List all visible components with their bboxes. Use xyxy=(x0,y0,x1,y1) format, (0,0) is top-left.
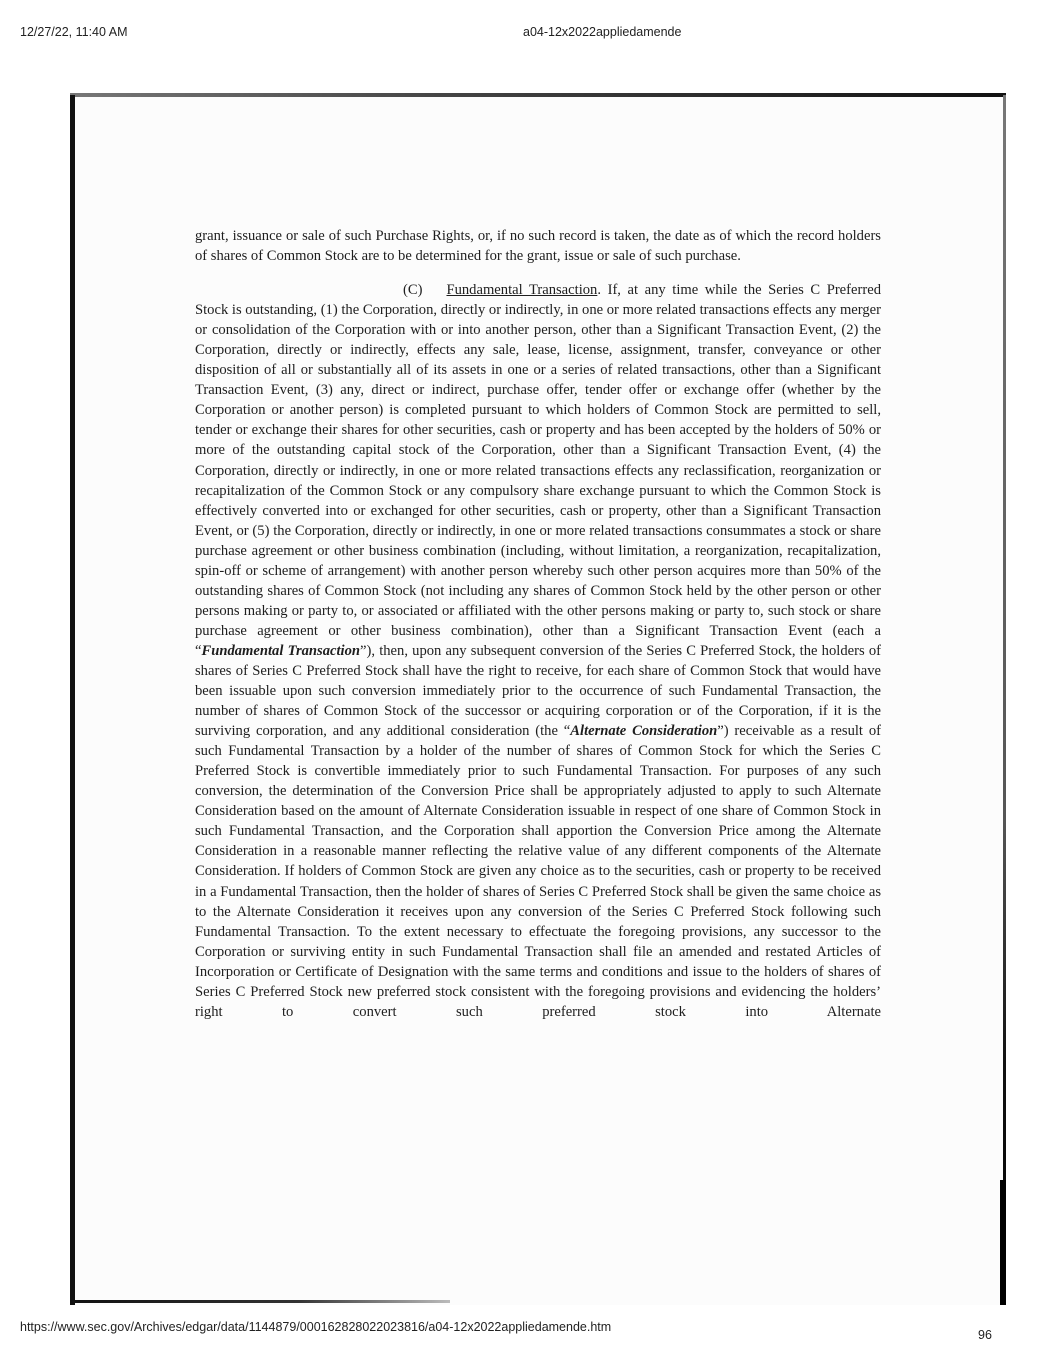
paragraph-fundamental-transaction xyxy=(195,280,881,1022)
section-body-part-1: . If, at any time while the Series C Preferred Stock is outstanding, (1) the Corporation, directly or indirectly, in one or more related transactions effects any merger or consolidation of the Corporation with or into another person, other than a Significant Transaction Event, (2) the Corporation, directly or indirectly, effects any sale, lease, license, assignment, transfer, conveyance or other disposition of all or substantially all of its assets in one or a series of related transactions, other than a Significant Transaction Event, (3) any, direct or indirect, purchase offer, tender offer or exchange offer (whether by the Corporation or another person) is completed pursuant to which holders of Common Stock are permitted to sell, tender or exchange their shares for other securities, cash or property and has been accepted by the holders of 50% or more of the outstanding capital stock of the Corporation, other than a Significant Transaction Event, (4) the Corporation, directly or indirectly, in one or more related transactions effects any reclassification, reorganization or recapitalization of the Common Stock or any compulsory share exchange pursuant to which the Common Stock is effectively converted into or exchanged for other securities, cash or property, other than a Significant Transaction Event, or (5) the Corporation, directly or indirectly, in one or more related transactions consummates a stock or share purchase agreement or other business combination (including, without limitation, a reorganization, recapitalization, spin-off or scheme of arrangement) with another person whereby such other person acquires more than 50% of the outstanding shares of Common Stock (not including any shares of Common Stock held by the other person or other persons making or party to, or associated or affiliated with the other persons making or party to, such stock or share purchase agreement or other business combination), other than a Significant Transaction Event (each a “ xyxy=(195,282,881,659)
scan-border-bottom xyxy=(70,1300,450,1303)
print-url: https://www.sec.gov/Archives/edgar/data/1144879/000162828022023816/a04-12x2022appliedamende.htm xyxy=(20,1320,612,1334)
section-label: (C) xyxy=(403,282,423,299)
section-body-part-3: ”) receivable as a result of such Fundamental Transaction by a holder of the number of shares of Common Stock for which the Series C Preferred Stock is convertible immediately prior to such Fundamental Transaction. For purposes of any such conversion, the determination of the Conversion Price shall be appropriately adjusted to apply to such Alternate Consideration based on the amount of Alternate Consideration issuable in respect of one share of Common Stock in such Fundamental Transaction, and the Corporation shall apportion the Conversion Price among the Alternate Consideration in a reasonable manner reflecting the relative value of any different components of the Alternate Consideration. If holders of Common Stock are given any choice as to the securities, cash or property to be received in a Fundamental Transaction, then the holder of shares of Series C Preferred Stock shall be given the same choice as to the Alternate Consideration it receives upon any conversion of the Series C Preferred Stock following such Fundamental Transaction. To the extent necessary to effectuate the foregoing provisions, any successor to the Corporation or surviving entity in such Fundamental Transaction shall file an amended and restated Articles of Incorporation or Certificate of Designation with the same terms and conditions and issue to the holders of shares of Series C Preferred Stock new preferred stock consistent with the foregoing provisions and evidencing the holders’ right to convert such preferred stock into Alternate xyxy=(195,723,881,1020)
document-body xyxy=(195,226,881,1022)
scan-border-top xyxy=(70,93,1006,97)
print-page-title: a04-12x2022appliedamende xyxy=(523,25,682,39)
print-datetime: 12/27/22, 11:40 AM xyxy=(20,25,128,39)
section-heading: Fundamental Transaction xyxy=(446,282,598,299)
print-page-number: 96 xyxy=(978,1328,992,1342)
scan-border-left xyxy=(70,95,75,1305)
scan-border-right xyxy=(1003,95,1006,1305)
defined-term-alternate-consideration: Alternate Consideration xyxy=(570,723,718,740)
defined-term-fundamental-transaction: Fundamental Transaction xyxy=(201,642,361,659)
scan-border-right-shadow xyxy=(1000,1180,1006,1305)
paragraph-purchase-rights: grant, issuance or sale of such Purchase Rights, or, if no such record is taken, the date as of which the record holders of shares of Common Stock are to be determined for the grant, issue or sale of such purchase. xyxy=(195,228,881,265)
section-body-part-2: ”), then, upon any subsequent conversion of the Series C Preferred Stock, the holders of shares of Series C Preferred Stock shall have the right to receive, for each share of Common Stock that would have been issuable upon such conversion immediately prior to the occurrence of such Fundamental Transaction, the number of shares of Common Stock of the successor or acquiring corporation or of the Corporation, if it is the surviving corporation, and any additional consideration (the “ xyxy=(195,642,881,740)
